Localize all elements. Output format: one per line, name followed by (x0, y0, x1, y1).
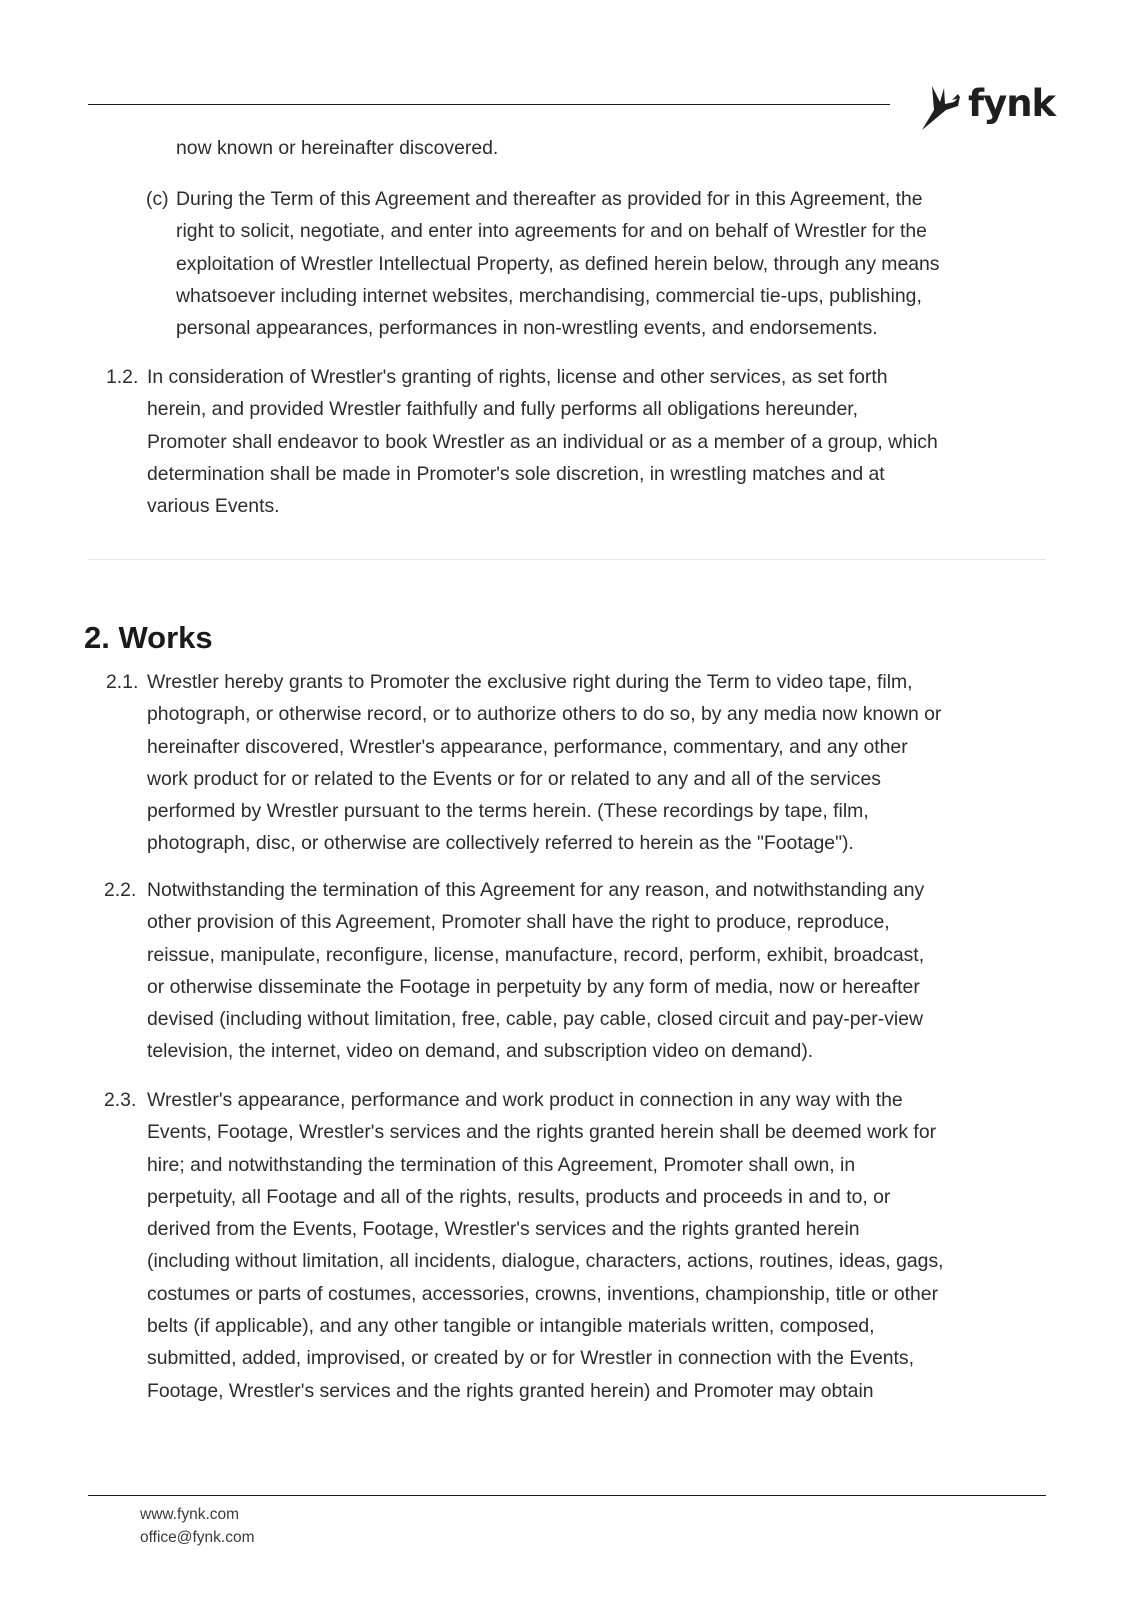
text-line: derived from the Events, Footage, Wrestler's services and the rights granted herein (147, 1218, 860, 1241)
text-line: Events, Footage, Wrestler's services and the rights granted herein shall be deemed work for (147, 1121, 937, 1144)
text-line: work product for or related to the Events or for or related to any and all of the services (147, 767, 881, 790)
logo-wordmark: fynk (968, 81, 1056, 125)
text-line: Promoter shall endeavor to book Wrestler as an individual or as a member of a group, which (147, 430, 938, 453)
text-line: (including without limitation, all incidents, dialogue, characters, actions, routines, ideas, gags, (147, 1250, 944, 1273)
text-line: herein, and provided Wrestler faithfully and fully performs all obligations hereunder, (147, 398, 859, 421)
text-line: right to solicit, negotiate, and enter into agreements for and on behalf of Wrestler for the (176, 220, 927, 243)
text-line: Notwithstanding the termination of this Agreement for any reason, and notwithstanding any (147, 879, 925, 901)
clause-2-1-number: 2.1. (106, 671, 139, 693)
text-line: costumes or parts of costumes, accessories, crowns, inventions, championship, title or other (147, 1282, 939, 1305)
text-line: submitted, added, improvised, or created by or for Wrestler in connection with the Events, (147, 1347, 915, 1370)
text-line: devised (including without limitation, free, cable, pay cable, closed circuit and pay-per-view (147, 1008, 924, 1031)
clause-2-2-number: 2.2. (104, 879, 137, 901)
text-line: belts (if applicable), and any other tangible or intangible materials written, composed, (147, 1315, 875, 1338)
text-line: whatsoever including internet websites, merchandising, commercial tie-ups, publishing, (176, 284, 922, 307)
text-line: perpetuity, all Footage and all of the rights, results, products and proceeds in and to, or (147, 1185, 891, 1208)
text-line: other provision of this Agreement, Promoter shall have the right to produce, reproduce, (147, 911, 890, 934)
text-line: now known or hereinafter discovered. (176, 137, 499, 159)
text-line: performed by Wrestler pursuant to the terms herein. (These recordings by tape, film, (147, 800, 869, 823)
fynk-logo (918, 80, 1055, 134)
continuation-text (176, 132, 498, 164)
footer-email-link[interactable]: office@fynk.com (140, 1529, 255, 1546)
text-line: Wrestler hereby grants to Promoter the exclusive right during the Term to video tape, film, (147, 671, 913, 693)
clause-c-text (176, 183, 940, 344)
text-line: During the Term of this Agreement and thereafter as provided for in this Agreement, the (176, 188, 923, 210)
text-line: Footage, Wrestler's services and the rights granted herein) and Promoter may obtain (147, 1379, 874, 1402)
text-line: photograph, disc, or otherwise are collectively referred to herein as the "Footage"). (147, 832, 854, 855)
section-heading: 2. Works (84, 620, 213, 655)
clause-2-3-number: 2.3. (104, 1089, 137, 1111)
text-line: reissue, manipulate, reconfigure, license, manufacture, record, perform, exhibit, broadcast, (147, 943, 925, 966)
clause-1-2-number: 1.2. (106, 366, 139, 388)
clause-2-2-text (147, 874, 924, 1068)
text-line: determination shall be made in Promoter's sole discretion, in wrestling matches and at (147, 462, 885, 485)
text-line: photograph, or otherwise record, or to authorize others to do so, by any media now known or (147, 703, 942, 726)
header-divider (88, 104, 890, 105)
section-divider (88, 559, 1046, 560)
clause-2-3-text (147, 1084, 944, 1407)
footer-website-link[interactable]: www.fynk.com (140, 1506, 240, 1523)
text-line: hereinafter discovered, Wrestler's appearance, performance, commentary, and any other (147, 735, 908, 758)
text-line: In consideration of Wrestler's granting of rights, license and other services, as set forth (147, 366, 888, 388)
clause-1-2-text (147, 361, 938, 522)
text-line: Wrestler's appearance, performance and work product in connection in any way with the (147, 1089, 903, 1111)
bird-logo-icon (918, 80, 962, 134)
footer-divider (88, 1495, 1046, 1496)
text-line: television, the internet, video on demand, and subscription video on demand). (147, 1040, 814, 1063)
text-line: or otherwise disseminate the Footage in perpetuity by any form of media, now or hereafter (147, 975, 920, 998)
clause-2-1-text (147, 666, 941, 860)
text-line: personal appearances, performances in non-wrestling events, and endorsements. (176, 317, 878, 340)
clause-c-label: (c) (146, 188, 169, 210)
text-line: hire; and notwithstanding the termination of this Agreement, Promoter shall own, in (147, 1153, 856, 1176)
text-line: various Events. (147, 495, 280, 518)
text-line: exploitation of Wrestler Intellectual Property, as defined herein below, through any means (176, 252, 940, 275)
